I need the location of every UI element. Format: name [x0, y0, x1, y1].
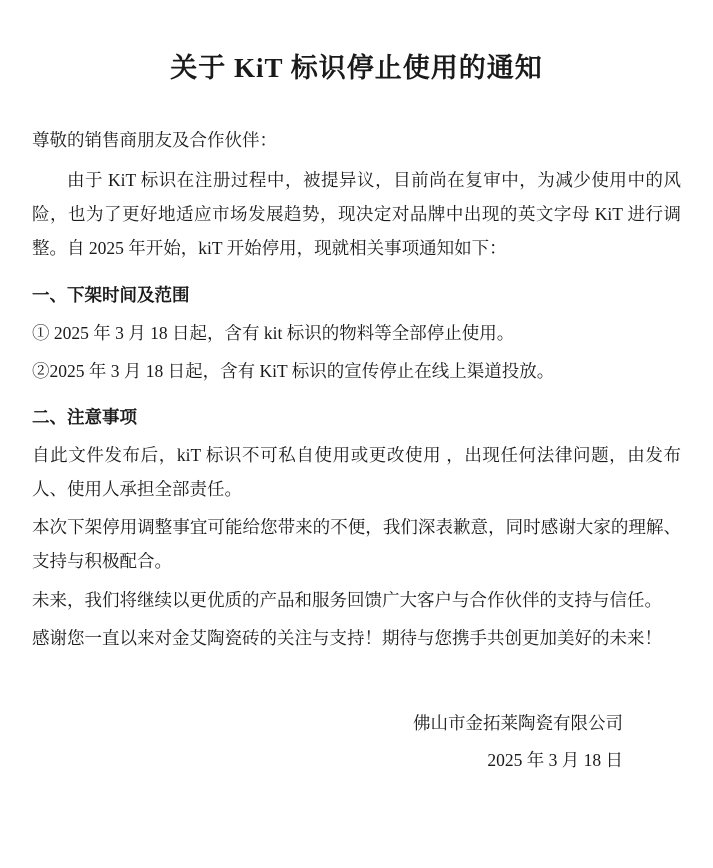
list-item: 本次下架停用调整事宜可能给您带来的不便，我们深表歉意，同时感谢大家的理解、支持与积极配合。: [32, 517, 681, 572]
signature-date: 2025 年 3 月 18 日: [487, 749, 623, 770]
salutation: 尊敬的销售商朋友及合作伙伴：: [32, 130, 277, 150]
page-title: 关于 KiT 标识停止使用的通知: [170, 53, 543, 83]
section-heading-1: 一、下架时间及范围: [32, 284, 190, 305]
list-item: ① 2025 年 3 月 18 日起，含有 kit 标识的物料等全部停止使用。: [32, 322, 515, 343]
signature-company: 佛山市金拓莱陶瓷有限公司: [413, 712, 623, 733]
list-item: 未来，我们将继续以更优质的产品和服务回馈广大客户与合作伙伴的支持与信任。: [32, 589, 662, 610]
signature-block: [30, 705, 683, 779]
document-body: [30, 123, 683, 659]
section-heading-2: 二、注意事项: [32, 406, 137, 427]
list-item: ②2025 年 3 月 18 日起，含有 KiT 标识的宣传停止在线上渠道投放。: [32, 360, 555, 381]
list-item: 感谢您一直以来对金艾陶瓷砖的关注与支持！期待与您携手共创更加美好的未来！: [32, 627, 662, 648]
list-item: 自此文件发布后，kiT 标识不可私自使用或更改使用 ，出现任何法律问题，由发布人、使用人承担全部责任。: [32, 445, 681, 500]
intro-paragraph: 由于 KiT 标识在注册过程中，被提异议，目前尚在复审中，为减少使用中的风险，也为了更好地适应市场发展趋势，现决定对品牌中出现的英文字母 KiT 进行调整。自 2025 年开始，kiT 开始停用，现就相关事项通知如下：: [32, 170, 681, 259]
